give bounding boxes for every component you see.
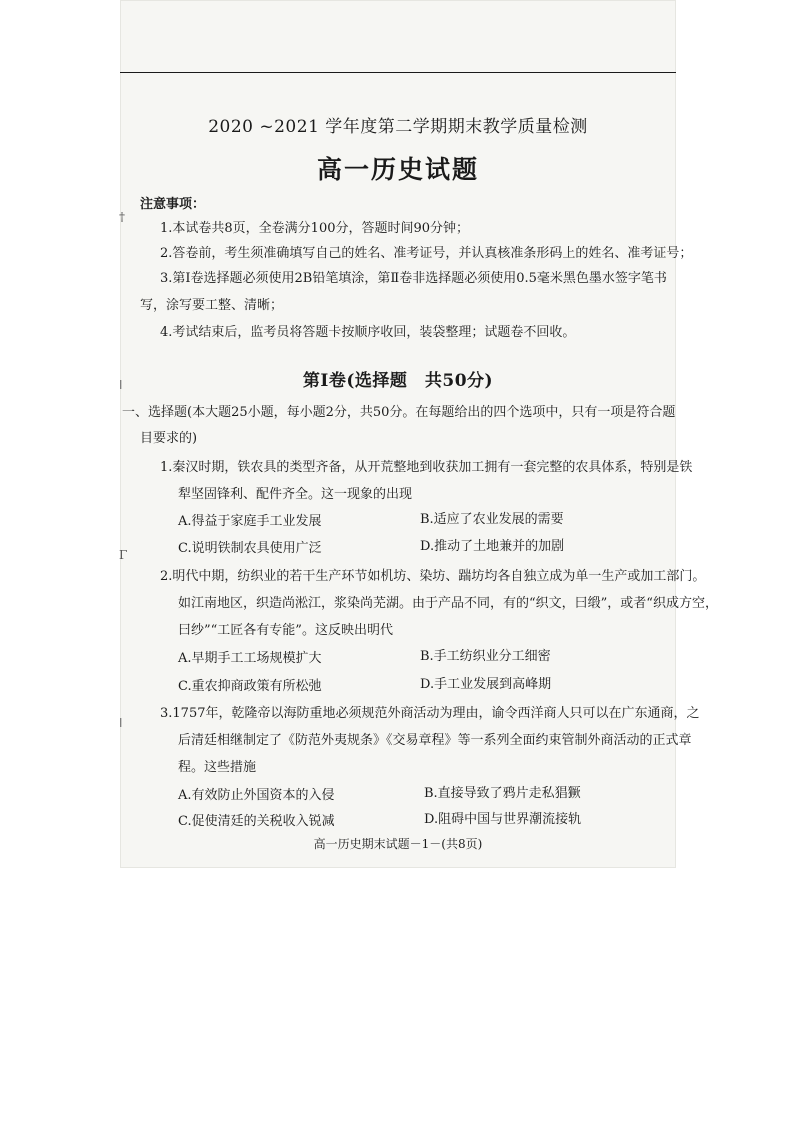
binding-margin-mark: ǀ (119, 716, 123, 730)
question-2-option-d: D.手工业发展到高峰期 (420, 677, 552, 692)
question-1-option-a: A.得益于家庭手工业发展 (178, 514, 322, 529)
notice-item: 1.本试卷共8页，全卷满分100分，答题时间90分钟； (160, 221, 470, 236)
question-2-stem: 2.明代中期，纺织业的若干生产环节如机坊、染坊、踹坊均各自独立成为单一生产或加工部门。 (160, 569, 706, 584)
question-2-option-a: A.早期手工工场规模扩大 (178, 651, 322, 666)
notice-item: 3.第Ⅰ卷选择题必须使用2B铅笔填涂，第Ⅱ卷非选择题必须使用0.5毫米黑色墨水签字笔书 (160, 271, 667, 286)
question-3-option-d: D.阻碍中国与世界潮流接轨 (424, 812, 582, 827)
question-2-option-b: B.手工纺织业分工细密 (420, 649, 551, 664)
notice-item: 4.考试结束后，监考员将答题卡按顺序收回，装袋整理；试题卷不回收。 (160, 325, 576, 340)
question-3-stem: 后清廷相继制定了《防范外夷规条》《交易章程》等一系列全面约束管制外商活动的正式章 (178, 733, 692, 748)
section-title: 第Ⅰ卷(选择题 共50分) (302, 371, 494, 391)
binding-margin-mark: Γ (119, 548, 128, 562)
question-3-option-b: B.直接导致了鸦片走私猖獗 (424, 786, 581, 801)
binding-margin-mark: ǀ (119, 378, 123, 392)
question-1-stem: 1.秦汉时期，铁农具的类型齐备，从开荒整地到收获加工拥有一套完整的农具体系，特别是铁 (160, 460, 693, 475)
top-rule (120, 72, 676, 73)
notice-item-continuation: 写，涂写要工整、清晰； (140, 298, 284, 313)
question-1-option-d: D.推动了土地兼并的加剧 (420, 539, 565, 554)
question-3-option-c: C.促使清廷的关税收入锐减 (178, 814, 335, 829)
question-2-stem: 如江南地区，织造尚淞江，浆染尚芜湖。由于产品不同，有的“织文，曰缎”，或者“织成方空， (178, 596, 718, 611)
page-footer: 高一历史期末试题－1－(共8页) (313, 837, 483, 851)
question-1-option-b: B.适应了农业发展的需要 (420, 512, 564, 527)
question-2-stem: 曰纱”“工匠各有专能”。这反映出明代 (178, 623, 393, 638)
binding-margin-mark: † (119, 210, 125, 224)
question-1-stem: 犁坚固锋利、配件齐全。这一现象的出现 (178, 487, 413, 502)
question-3-stem: 程。这些措施 (178, 760, 257, 775)
notice-heading: 注意事项： (140, 197, 206, 212)
question-3-stem: 3.1757年，乾隆帝以海防重地必须规范外商活动为理由，谕令西洋商人只可以在广东通商，之 (160, 706, 700, 721)
question-2-option-c: C.重农抑商政策有所松弛 (178, 679, 322, 694)
section-intro: 一、选择题(本大题25小题，每小题2分，共50分。在每题给出的四个选项中，只有一项是符合题 (122, 405, 676, 420)
exam-title: 高一历史试题 (316, 155, 479, 184)
question-1-option-c: C.说明铁制农具使用广泛 (178, 541, 322, 556)
section-intro-continuation: 目要求的) (140, 431, 198, 446)
question-3-option-a: A.有效防止外国资本的入侵 (178, 788, 335, 803)
exam-heading: 2020 ~2021 学年度第二学期期末教学质量检测 (208, 117, 588, 137)
notice-item: 2.答卷前，考生须准确填写自己的姓名、准考证号，并认真核准条形码上的姓名、准考证号； (160, 246, 693, 261)
